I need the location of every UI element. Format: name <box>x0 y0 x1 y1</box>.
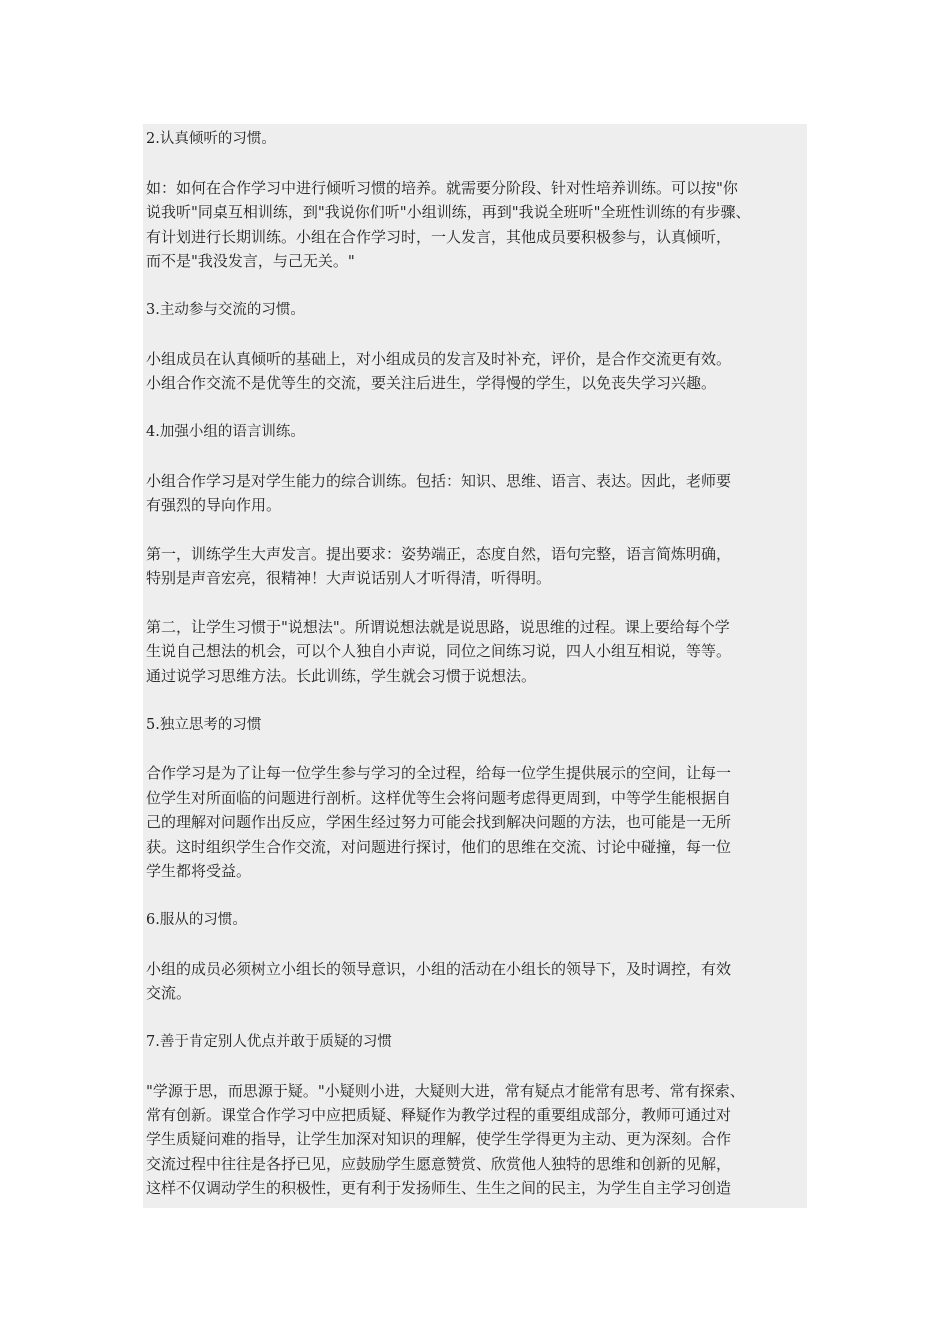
section-heading: 3.主动参与交流的习惯。 <box>146 301 305 318</box>
section-4 <box>146 420 806 688</box>
section-heading: 7.善于肯定别人优点并敢于质疑的习惯 <box>146 1033 392 1050</box>
section-heading: 2.认真倾听的习惯。 <box>146 131 276 147</box>
section-6 <box>146 908 806 1006</box>
section-paragraph: "学源于思，而思源于疑。"小疑则小进，大疑则大进，常有疑点才能常有思考、常有探索、 常有创新。课堂合作学习中应把质疑、释疑作为教学过程的重要组成部分，教师可通过对 学生质疑问难的指导，让学生加深对知识的理解，使学生学得更为主动、更为深刻。合作 交流过程中往往是各抒已见，应鼓励学生愿意赞赏、欣赏他人独特的思维和创新的见解， 这样不仅调动学生的积极性，更有利于发扬师生、生生之间的民主，为学生自主学习创造 <box>146 1081 745 1198</box>
section-paragraph: 小组成员在认真倾听的基础上，对小组成员的发言及时补充，评价，是合作交流更有效。 小组合作交流不是优等生的交流，要关注后进生，学得慢的学生，以免丧失学习兴趣。 <box>146 349 732 393</box>
section-heading: 4.加强小组的语言训练。 <box>146 423 305 440</box>
section-heading: 6.服从的习惯。 <box>146 911 247 928</box>
section-paragraph: 第一，训练学生大声发言。提出要求：姿势端正，态度自然，语句完整，语言简炼明确， 特别是声音宏亮，很精神！大声说话别人才听得清，听得明。 <box>146 544 732 588</box>
document-panel <box>143 124 807 1208</box>
document-content <box>143 124 806 1201</box>
section-7 <box>146 1030 806 1201</box>
section-heading: 5.独立思考的习惯 <box>146 716 262 733</box>
section-paragraph: 如：如何在合作学习中进行倾听习惯的培养。就需要分阶段、针对性培养训练。可以按"你 说我听"同桌互相训练，到"我说你们听"小组训练，再到"我说全班听"全班性训练的有步骤、 有计划进行长期训练。小组在合作学习时，一人发言，其他成员要积极参与，认真倾听， 而不是"我没发言，与己无关。" <box>146 178 751 271</box>
section-paragraph: 第二，让学生习惯于"说想法"。所谓说想法就是说思路，说思维的过程。课上要给每个学 生说自己想法的机会，可以个人独自小声说，同位之间练习说，四人小组互相说，等等。 通过说学习思维方法。长此训练，学生就会习惯于说想法。 <box>146 618 732 685</box>
section-paragraph: 小组合作学习是对学生能力的综合训练。包括：知识、思维、语言、表达。因此，老师要 有强烈的导向作用。 <box>146 471 732 515</box>
section-5 <box>146 713 806 884</box>
section-paragraph: 合作学习是为了让每一位学生参与学习的全过程，给每一位学生提供展示的空间，让每一 位学生对所面临的问题进行剖析。这样优等生会将问题考虑得更周到，中等学生能根据自 己的理解对问题作出反应，学困生经过努力可能会找到解决问题的方法，也可能是一无所 获。这时组织学生合作交流，对问题进行探讨，他们的思维在交流、讨论中碰撞，每一位 学生都将受益。 <box>146 764 732 881</box>
section-3 <box>146 298 806 396</box>
section-2 <box>146 127 806 273</box>
section-paragraph: 小组的成员必须树立小组长的领导意识，小组的活动在小组长的领导下，及时调控，有效 交流。 <box>146 959 732 1003</box>
